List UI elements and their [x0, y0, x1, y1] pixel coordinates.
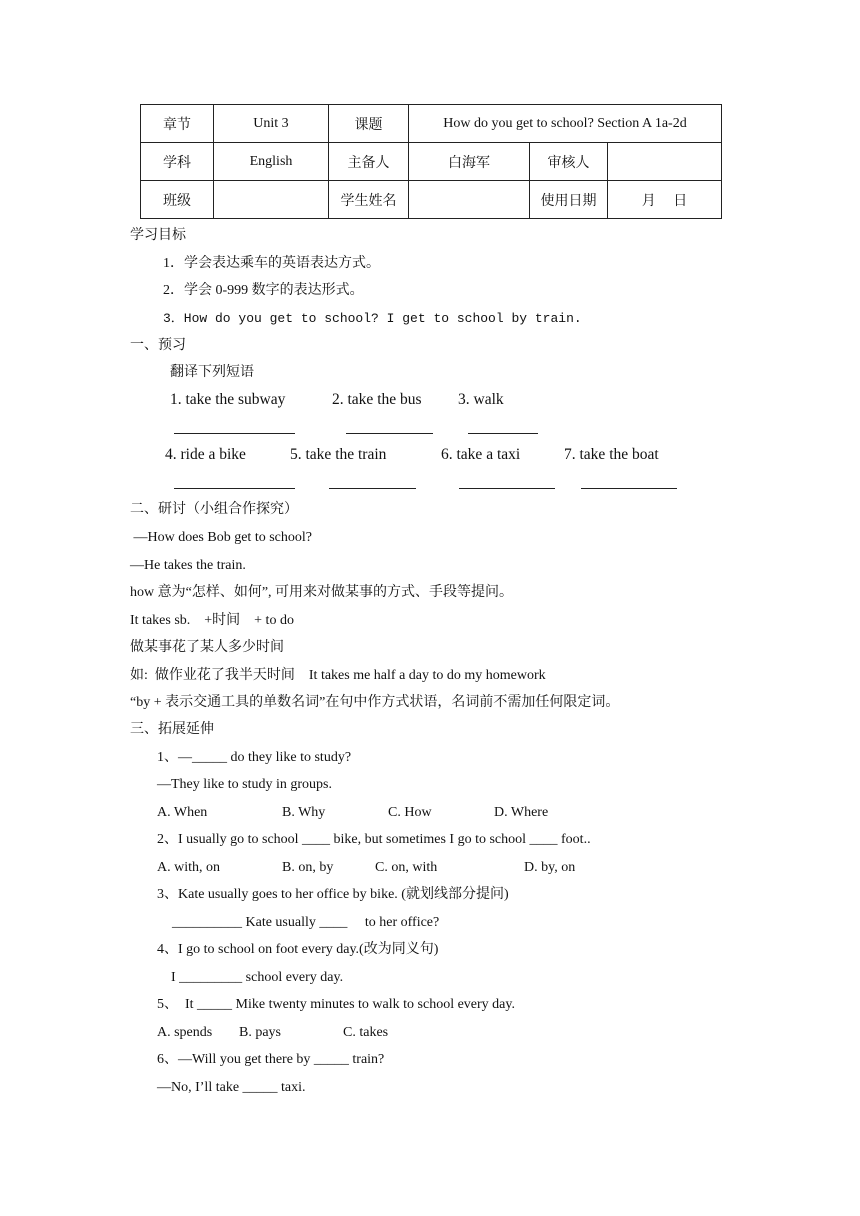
discussion-line: —He takes the train.	[130, 558, 246, 573]
answer-blank[interactable]	[329, 488, 416, 489]
question-text: 2、I usually go to school ____ bike, but sometimes I go to school ____ foot..	[157, 832, 591, 847]
discussion-line: —How does Bob get to school?	[130, 530, 312, 545]
answer-blank[interactable]	[581, 488, 677, 489]
option: D. Where	[494, 805, 549, 820]
option: C. takes	[343, 1025, 389, 1040]
table-row	[141, 143, 722, 181]
table-cell: 白海军	[409, 143, 530, 181]
table-cell	[608, 143, 722, 181]
table-row	[141, 105, 722, 143]
discussion-line: 做某事花了某人多少时间	[130, 640, 284, 655]
answer-blank[interactable]	[174, 433, 295, 434]
phrase-item: 7. take the boat	[564, 446, 659, 463]
question-text: 3、Kate usually goes to her office by bike. (就划线部分提问)	[157, 887, 509, 902]
discussion-line: “by + 表示交通工具的单数名词”在句中作方式状语，名词前不需加任何限定词。	[130, 695, 620, 710]
option: C. How	[388, 805, 432, 820]
table-cell: 章节	[141, 105, 214, 143]
answer-blank[interactable]	[174, 488, 295, 489]
question-text: 1、—_____ do they like to study?	[157, 750, 352, 765]
phrase-item: 5. take the train	[290, 446, 387, 463]
preview-instruction: 翻译下列短语	[170, 365, 254, 380]
discussion-heading: 二、研讨（小组合作探究）	[130, 502, 298, 517]
table-cell: 使用日期	[530, 181, 608, 219]
question-text: 4、I go to school on foot every day.(改为同义句)	[157, 942, 439, 957]
phrase-item: 3. walk	[458, 391, 504, 408]
fill-line: __________ Kate usually ____ to her office?	[172, 915, 440, 930]
table-cell: 学科	[141, 143, 214, 181]
option: B. on, by	[282, 860, 334, 875]
objective-item: 3．How do you get to school? I get to school by train.	[163, 311, 582, 326]
answer-blank[interactable]	[468, 433, 538, 434]
option: A. When	[157, 805, 208, 820]
table-row	[141, 181, 722, 219]
phrase-item: 2. take the bus	[332, 391, 422, 408]
question-text: 6、—Will you get there by _____ train?	[157, 1052, 385, 1067]
option: C. on, with	[375, 860, 438, 875]
answer-text: —They like to study in groups.	[157, 777, 332, 792]
phrase-item: 1. take the subway	[170, 391, 286, 408]
answer-text: —No, I’ll take _____ taxi.	[157, 1080, 306, 1095]
table-cell: 主备人	[329, 143, 409, 181]
extension-heading: 三、拓展延伸	[130, 722, 214, 737]
question-text: 5、 It _____ Mike twenty minutes to walk to school every day.	[157, 997, 515, 1012]
table-cell: How do you get to school? Section A 1a-2d	[409, 105, 722, 143]
discussion-line: how 意为“怎样、如何”, 可用来对做某事的方式、手段等提问。	[130, 585, 514, 600]
table-cell	[409, 181, 530, 219]
table-cell: 月 日	[608, 181, 722, 219]
objective-item: 1．学会表达乘车的英语表达方式。	[163, 256, 380, 271]
answer-blank[interactable]	[346, 433, 433, 434]
option: A. with, on	[157, 860, 220, 875]
option: B. Why	[282, 805, 326, 820]
objective-item: 2．学会 0-999 数字的表达形式。	[163, 283, 364, 298]
table-cell: 审核人	[530, 143, 608, 181]
table-cell	[214, 181, 329, 219]
fill-line: I _________ school every day.	[171, 970, 344, 985]
preview-heading: 一、预习	[130, 338, 186, 353]
table-cell: 课题	[329, 105, 409, 143]
option: D. by, on	[524, 860, 576, 875]
answer-blank[interactable]	[459, 488, 555, 489]
option: A. spends	[157, 1025, 213, 1040]
phrase-item: 6. take a taxi	[441, 446, 521, 463]
discussion-line: 如: 做作业花了我半天时间 It takes me half a day to do my homework	[130, 668, 546, 683]
table-cell: 班级	[141, 181, 214, 219]
table-cell: English	[214, 143, 329, 181]
header-table	[140, 104, 722, 219]
discussion-line: It takes sb. +时间 + to do	[130, 613, 294, 628]
table-cell: Unit 3	[214, 105, 329, 143]
option: B. pays	[239, 1025, 281, 1040]
table-cell: 学生姓名	[329, 181, 409, 219]
phrase-item: 4. ride a bike	[165, 446, 246, 463]
objectives-heading: 学习目标	[130, 228, 186, 243]
